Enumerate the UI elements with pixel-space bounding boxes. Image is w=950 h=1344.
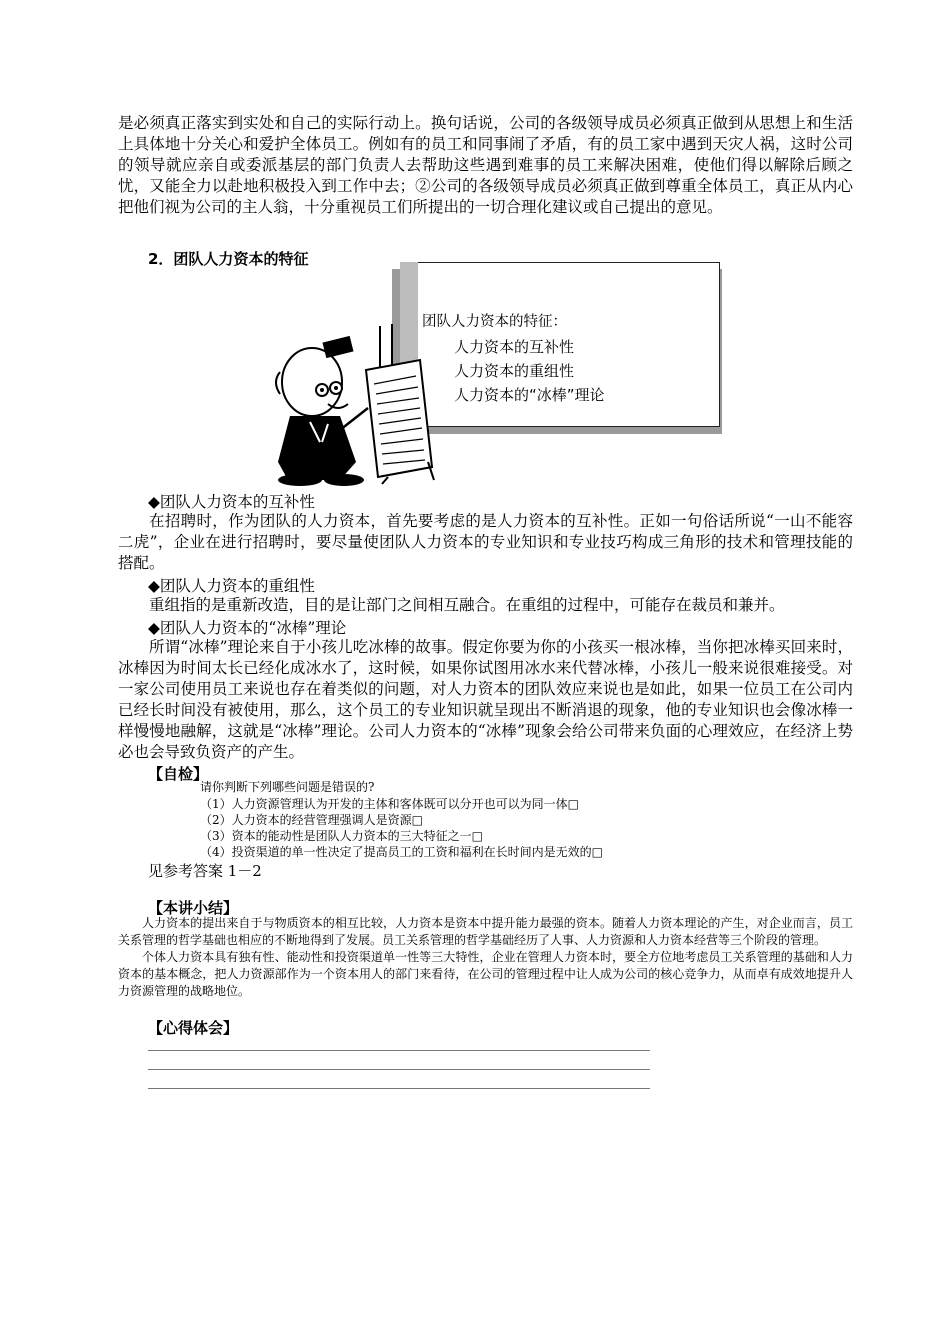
self-check-item-3: （3）资本的能动性是团队人力资本的三大特征之一□	[200, 829, 483, 843]
cartoon-presenter-icon	[270, 312, 450, 487]
summary-paragraph-2: 个体人力资本具有独有性、能动性和投资渠道单一性等三大特性，企业在管理人力资本时，要全方位地考虑员工关系管理的基础和人力资本的基本概念，把人力资源部作为一个资本用人的部门来看待，在公司的管理过程中让人成为公司的核心竞争力，从而卓有成效地提升人力资源管理的战略地位。	[118, 950, 853, 998]
section-1-heading: ◆团队人力资本的互补性	[148, 493, 315, 511]
reflection-heading: 【心得体会】	[148, 1019, 239, 1037]
self-check-prompt: 请你判断下列哪些问题是错误的?	[200, 780, 375, 794]
section-3-text: 所谓“冰棒”理论来自于小孩儿吃冰棒的故事。假定你要为你的小孩买一根冰棒，当你把冰棒买回来时，冰棒因为时间太长已经化成冰水了，这时候，如果你试图用冰水来代替冰棒，小孩儿一般来说很难接受。对一家公司使用员工来说也存在着类似的问题，对人力资本的团队效应来说也是如此，如果一位员工在公司内已经长时间没有被使用，那么，这个员工的专业知识就呈现出不断消退的现象，他的专业知识也会像冰棒一样慢慢地融解，这就是“冰棒”理论。公司人力资本的“冰棒”现象会给公司带来负面的心理效应，在经济上势必也会导致负资产的产生。	[118, 638, 853, 761]
summary-body	[118, 915, 853, 1000]
section-1-text: 在招聘时，作为团队的人力资本，首先要考虑的是人力资本的互补性。正如一句俗话所说“一山不能容二虎”，企业在进行招聘时，要尽量使团队人力资本的专业知识和专业技巧构成三角形的技术和管理技能的搭配。	[118, 512, 853, 572]
self-check-heading: 【自检】	[148, 765, 209, 783]
section-3-body	[118, 637, 853, 763]
reflection-line-2[interactable]	[148, 1069, 650, 1070]
board-item-1: 人力资本的互补性	[454, 338, 575, 356]
section-2-body	[118, 595, 853, 616]
answer-reference: 见参考答案 1－2	[148, 862, 262, 880]
section-heading: 2．团队人力资本的特征	[148, 250, 309, 268]
reflection-line-1[interactable]	[148, 1050, 650, 1051]
summary-heading: 【本讲小结】	[148, 899, 239, 917]
summary-paragraph-1: 人力资本的提出来自于与物质资本的相互比较，人力资本是资本中提升能力最强的资本。随着人力资本理论的产生，对企业而言，员工关系管理的哲学基础也相应的不断地得到了发展。员工关系管理的哲学基础经历了人事、人力资源和人力资本经营等三个阶段的管理。	[118, 916, 853, 947]
self-check-item-1: （1）人力资源管理认为开发的主体和客体既可以分开也可以为同一体□	[200, 797, 579, 811]
board-item-3: 人力资本的“冰棒”理论	[454, 386, 605, 404]
section-2-text: 重组指的是重新改造，目的是让部门之间相互融合。在重组的过程中，可能存在裁员和兼并。	[149, 596, 785, 614]
board-title: 团队人力资本的特征：	[422, 314, 567, 330]
board-item-2: 人力资本的重组性	[454, 362, 575, 380]
intro-text: 是必须真正落实到实处和自己的实际行动上。换句话说，公司的各级领导成员必须真正做到从思想上和生活上具体地十分关心和爱护全体员工。例如有的员工和同事闹了矛盾，有的员工家中遇到天灾人祸，这时公司的领导就应亲自或委派基层的部门负责人去帮助这些遇到难事的员工来解决困难，使他们得以解除后顾之忧，又能全力以赴地积极投入到工作中去；②公司的各级领导成员必须真正做到尊重全体员工，真正从内心把他们视为公司的主人翁，十分重视员工们所提出的一切合理化建议或自己提出的意见。	[118, 114, 853, 216]
section-1-body	[118, 511, 853, 574]
illustration	[270, 262, 730, 487]
section-3-heading: ◆团队人力资本的“冰棒”理论	[148, 619, 347, 637]
self-check-item-2: （2）人力资本的经营管理强调人是资源□	[200, 813, 423, 827]
section-2-heading: ◆团队人力资本的重组性	[148, 577, 315, 595]
reflection-line-3[interactable]	[148, 1088, 650, 1089]
self-check-item-4: （4）投资渠道的单一性决定了提高员工的工资和福利在长时间内是无效的□	[200, 845, 603, 859]
intro-paragraph	[118, 113, 853, 218]
